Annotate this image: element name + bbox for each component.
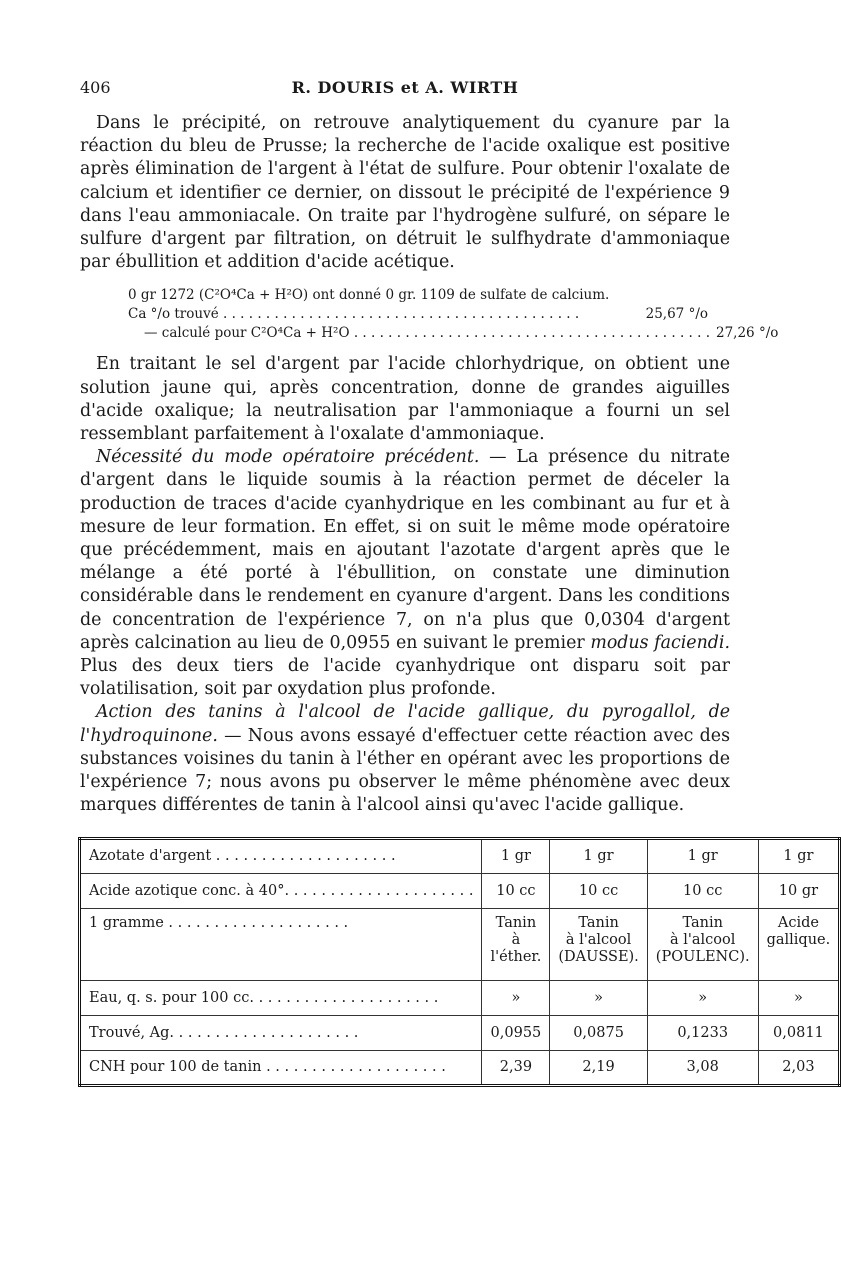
calc-line-1 — [128, 286, 708, 305]
table-cell: » — [758, 981, 840, 1016]
table-cell: 10 gr — [758, 874, 840, 909]
table-cell — [758, 909, 840, 981]
table-cell — [482, 909, 550, 981]
section-action-body: — Nous avons essayé d'effectuer cette réaction avec des substances voisines du tanin à l'éther en opérant avec les proportions de l'expérience 7; nous avons pu observer le même phénomène avec deux marques différentes de tanin à l'alcool ainsi qu'avec l'acide gallique. — [80, 725, 730, 816]
cell-line: Tanin — [682, 915, 723, 931]
table-cell: » — [482, 981, 550, 1016]
cell-line: à l'éther. — [490, 932, 542, 965]
paragraph-1: Dans le précipité, on retrouve analytiquement du cyanure par la réaction du bleu de Prusse; la recherche de l'acide oxalique est positive après élimination de l'argent à l'état de sulfure. Pour obtenir l'oxalate de calcium et identifier ce dernier, on dissout le précipité de l'expérience 9 dans l'eau ammoniacale. On traite par l'hydrogène sulfuré, on sépare le sulfure d'argent par filtration, on détruit le sulfhydrate d'ammoniaque par ébullition et addition d'acide acétique. — [80, 113, 730, 273]
table-cell: 0,1233 — [647, 1016, 758, 1051]
running-title: R. DOURIS et A. WIRTH — [291, 78, 519, 97]
modus-faciendi: modus faciendi. — [590, 632, 730, 653]
calc-line-3-label: — calculé pour C²O⁴Ca + H²O . . . — [128, 324, 710, 343]
row-label: Acide azotique conc. à 40°. . . . — [80, 874, 482, 909]
page-header — [80, 78, 730, 102]
cell-line: (POULENC). — [655, 949, 750, 965]
paragraph-2: En traitant le sel d'argent par l'acide chlorhydrique, on obtient une solution jaune qui, après concentration, donne de grandes aiguilles d'acide oxalique; la neutralisation par l'ammoniaque a fourni un sel ressemblant parfaitement à l'oxalate d'ammoniaque. — [80, 354, 730, 445]
row-label: CNH pour 100 de tanin . . . — [80, 1051, 482, 1086]
table-row — [80, 1016, 840, 1051]
section-necessite — [80, 446, 730, 701]
row-label: 1 gramme . . . — [80, 909, 482, 981]
table-cell: 2,19 — [550, 1051, 647, 1086]
cell-line: Tanin — [495, 915, 537, 931]
section-necessite-tail: Plus des deux tiers de l'acide cyanhydrique ont disparu soit par volatilisation, soit par oxydation plus profonde. — [80, 656, 730, 700]
table-cell: 1 gr — [758, 839, 840, 874]
table-cell: 10 cc — [482, 874, 550, 909]
body-text — [80, 112, 779, 817]
table-row — [80, 909, 840, 981]
results-table — [78, 837, 841, 1087]
table-cell: 3,08 — [647, 1051, 758, 1086]
cell-line: Acide — [777, 915, 819, 931]
cell-line: à l'alcool — [565, 932, 632, 948]
section-necessite-body: — La présence du nitrate d'argent dans le liquide soumis à la réaction permet de déceler la production de traces d'acide cyanhydrique en les combinant au fur et à mesure de leur formation. En effet, si on suit le même mode opératoire que précédemment, mais en ajoutant l'azotate d'argent après que le mélange a été porté à l'ébullition, on constate une diminution considérable dans le rendement en cyanure d'argent. Dans les conditions de concentration de l'expérience 7, on n'a plus que 0,0304 d'argent après calcination au lieu de 0,0955 en suivant le premier — [80, 447, 731, 653]
row-label: Trouvé, Ag. . . . — [80, 1016, 482, 1051]
calc-line-2-label: Ca °/o trouvé . . . — [128, 305, 640, 324]
cell-line: (DAUSSE). — [558, 949, 639, 965]
section-action-tanins — [80, 701, 730, 817]
cell-line: à l'alcool — [670, 932, 736, 948]
calc-line-3 — [128, 324, 779, 343]
calc-line-2 — [128, 305, 708, 324]
table-row — [80, 874, 840, 909]
section-necessite-heading: Nécessité du mode opératoire précédent. — [96, 447, 480, 468]
table-cell: » — [550, 981, 647, 1016]
table-cell: 0,0955 — [482, 1016, 550, 1051]
row-label: Eau, q. s. pour 100 cc. . . . — [80, 981, 482, 1016]
table-cell: 0,0811 — [758, 1016, 840, 1051]
calc-line-3-value: 27,26 °/o — [716, 325, 779, 342]
calc-line-1-text: 0 gr 1272 (C²O⁴Ca + H²O) ont donné 0 gr. 1109 de sulfate de calcium. — [128, 287, 610, 304]
table-cell: 2,03 — [758, 1051, 840, 1086]
table-row — [80, 839, 840, 874]
table-row — [80, 1051, 840, 1086]
table-cell — [647, 909, 758, 981]
table-row — [80, 981, 840, 1016]
cell-line: Tanin — [578, 915, 619, 931]
calc-line-2-value: 25,67 °/o — [645, 306, 708, 323]
table-cell: 10 cc — [647, 874, 758, 909]
table-cell: 1 gr — [550, 839, 647, 874]
section-action-heading: Action des tanins à l'alcool de l'acide gallique, du pyrogallol, de l'hydroquinone. — [80, 702, 730, 746]
calculation-block — [128, 286, 779, 343]
table-cell — [550, 909, 647, 981]
table-cell: 10 cc — [550, 874, 647, 909]
row-label: Azotate d'argent . . . — [80, 839, 482, 874]
table-cell: 2,39 — [482, 1051, 550, 1086]
cell-line: gallique. — [766, 932, 831, 948]
page-number: 406 — [80, 78, 111, 97]
table-cell: 0,0875 — [550, 1016, 647, 1051]
table-cell: 1 gr — [647, 839, 758, 874]
table-cell: » — [647, 981, 758, 1016]
table-cell: 1 gr — [482, 839, 550, 874]
